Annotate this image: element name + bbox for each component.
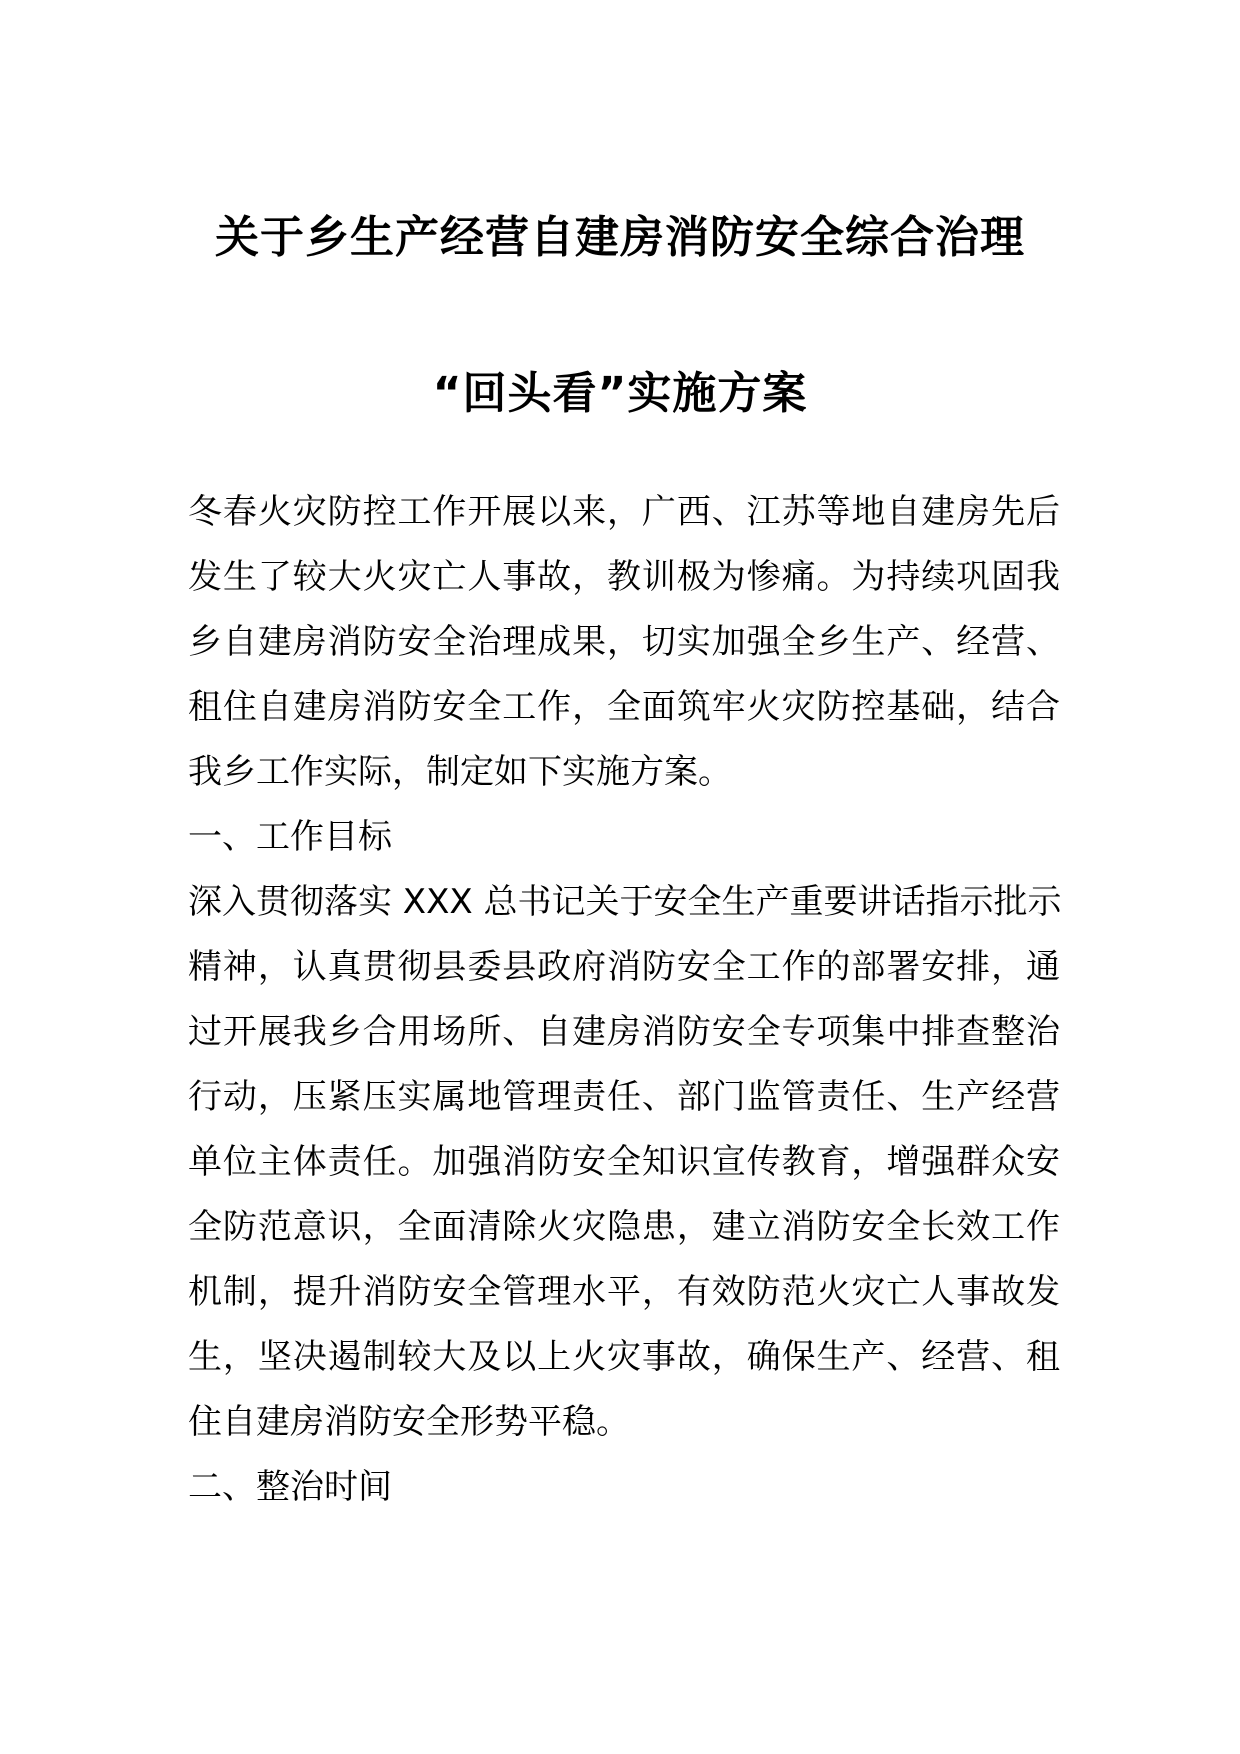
section1-line: 全防范意识，全面清除火灾隐患，建立消防安全长效工作 xyxy=(188,1207,1060,1247)
intro-line: 冬春火灾防控工作开展以来，广西、江苏等地自建房先后 xyxy=(188,492,1060,532)
document-title-line-2: “回头看”实施方案 xyxy=(432,368,808,419)
section-heading-schedule: 二、整治时间 xyxy=(188,1467,392,1507)
section1-line: 住自建房消防安全形势平稳。 xyxy=(188,1402,630,1442)
document-body xyxy=(188,480,1060,1520)
section1-line: 精神，认真贯彻县委县政府消防安全工作的部署安排，通 xyxy=(188,947,1060,987)
intro-line: 租住自建房消防安全工作，全面筑牢火灾防控基础，结合 xyxy=(188,687,1060,727)
intro-line: 我乡工作实际，制定如下实施方案。 xyxy=(188,752,732,792)
section-heading-goals: 一、工作目标 xyxy=(188,817,392,857)
section1-line: 行动，压紧压实属地管理责任、部门监管责任、生产经营 xyxy=(188,1077,1060,1117)
section1-line: 单位主体责任。加强消防安全知识宣传教育，增强群众安 xyxy=(188,1142,1060,1182)
section1-line: 机制，提升消防安全管理水平，有效防范火灾亡人事故发 xyxy=(188,1272,1060,1312)
section1-line: 过开展我乡合用场所、自建房消防安全专项集中排查整治 xyxy=(188,1012,1060,1052)
intro-line: 乡自建房消防安全治理成果，切实加强全乡生产、经营、 xyxy=(188,622,1060,662)
section1-line: 生，坚决遏制较大及以上火灾事故，确保生产、经营、租 xyxy=(188,1337,1060,1377)
document-title-line-1: 关于乡生产经营自建房消防安全综合治理 xyxy=(215,212,1025,263)
intro-line: 发生了较大火灾亡人事故，教训极为惨痛。为持续巩固我 xyxy=(188,557,1060,597)
section1-line: 深入贯彻落实 XXX 总书记关于安全生产重要讲话指示批示 xyxy=(188,882,1062,922)
